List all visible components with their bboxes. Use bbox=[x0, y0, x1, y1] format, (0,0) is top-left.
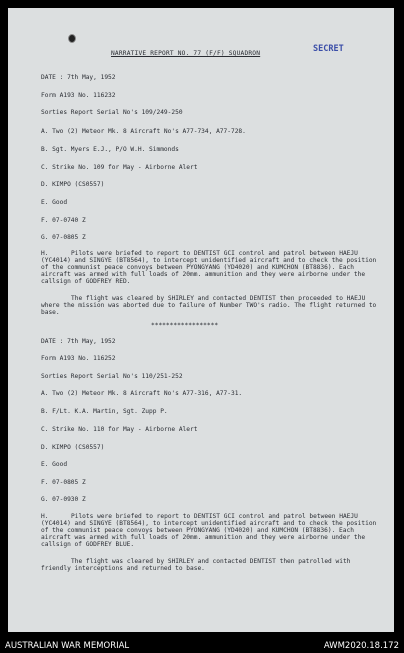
s2-f: F. 07-0805 Z bbox=[41, 479, 86, 486]
s2-h-label: H. bbox=[41, 513, 49, 520]
s1-f: F. 07-0740 Z bbox=[41, 217, 86, 224]
s1-e: E. Good bbox=[41, 199, 68, 206]
s1-d: D. KIMPO (CS0557) bbox=[41, 181, 105, 188]
s2-sorties: Sorties Report Serial No's 110/251-252 bbox=[41, 373, 183, 380]
s1-a: A. Two (2) Meteor Mk. 8 Aircraft No's A77-734, A77-728. bbox=[41, 128, 246, 135]
punch-hole bbox=[68, 34, 76, 43]
document-page bbox=[8, 8, 394, 632]
s2-h-text2: The flight was cleared by SHIRLEY and contacted DENTIST then patrolled with friendly interceptions and returned to base. bbox=[41, 558, 351, 572]
secret-stamp: SECRET bbox=[313, 44, 344, 54]
s2-a: A. Two (2) Meteor Mk. 8 Aircraft No's A77-316, A77-31. bbox=[41, 390, 243, 397]
s2-c: C. Strike No. 110 for May - Airborne Alert bbox=[41, 426, 198, 433]
s2-d: D. KIMPO (CS0557) bbox=[41, 444, 105, 451]
s2-h-text: Pilots were briefed to report to DENTIST GCI control and patrol between HAEJU (YC4014) and SINGYE (BT8564), to intercept unidentified aircraft and to check the position of the communist peace convoys between PYONGYANG (YD4020) and KUMCHON (BT8836). Each aircraft was armed with full loads of 20mm. ammunition and they were airborne under the callsign of GODFREY BLUE. bbox=[41, 513, 377, 548]
report-title: NARRATIVE REPORT NO. 77 (F/F) SQUADRON bbox=[111, 50, 261, 57]
footer-accession: AWM2020.18.172 bbox=[323, 641, 399, 651]
s1-h-text: Pilots were briefed to report to DENTIST GCI control and patrol between HAEJU (YC4014) and SINGYE (BT8564), to intercept unidentified aircraft and to check the position of the communist peace convoys between PYONGYANG (YD4020) and KUMCHON (BT8836). Each aircraft was armed with full loads of 20mm. ammunition and they were airborne under the callsign of GODFREY RED. bbox=[41, 250, 377, 285]
s1-form: Form A193 No. 116232 bbox=[41, 92, 116, 99]
archive-footer bbox=[0, 637, 404, 653]
s1-g: G. 07-0805 Z bbox=[41, 234, 86, 241]
s1-h-text2: The flight was cleared by SHIRLEY and contacted DENTIST then proceeded to HAEJU where the mission was aborted due to failure of Number TWO's radio. The flight returned to base. bbox=[41, 295, 377, 316]
s2-b: B. F/Lt. K.A. Martin, Sgt. Zupp P. bbox=[41, 408, 168, 415]
s1-b: B. Sgt. Myers E.J., P/O W.H. Simmonds bbox=[41, 146, 179, 153]
s1-date: DATE : 7th May, 1952 bbox=[41, 74, 116, 81]
footer-institution: AUSTRALIAN WAR MEMORIAL bbox=[5, 641, 130, 651]
s2-g: G. 07-0930 Z bbox=[41, 496, 86, 503]
s1-h-label: H. bbox=[41, 250, 49, 257]
separator: ****************** bbox=[151, 322, 219, 329]
s2-date: DATE : 7th May, 1952 bbox=[41, 338, 116, 345]
s2-e: E. Good bbox=[41, 461, 68, 468]
s2-form: Form A193 No. 116252 bbox=[41, 355, 116, 362]
s1-c: C. Strike No. 109 for May - Airborne Alert bbox=[41, 164, 198, 171]
s1-sorties: Sorties Report Serial No's 109/249-250 bbox=[41, 109, 183, 116]
